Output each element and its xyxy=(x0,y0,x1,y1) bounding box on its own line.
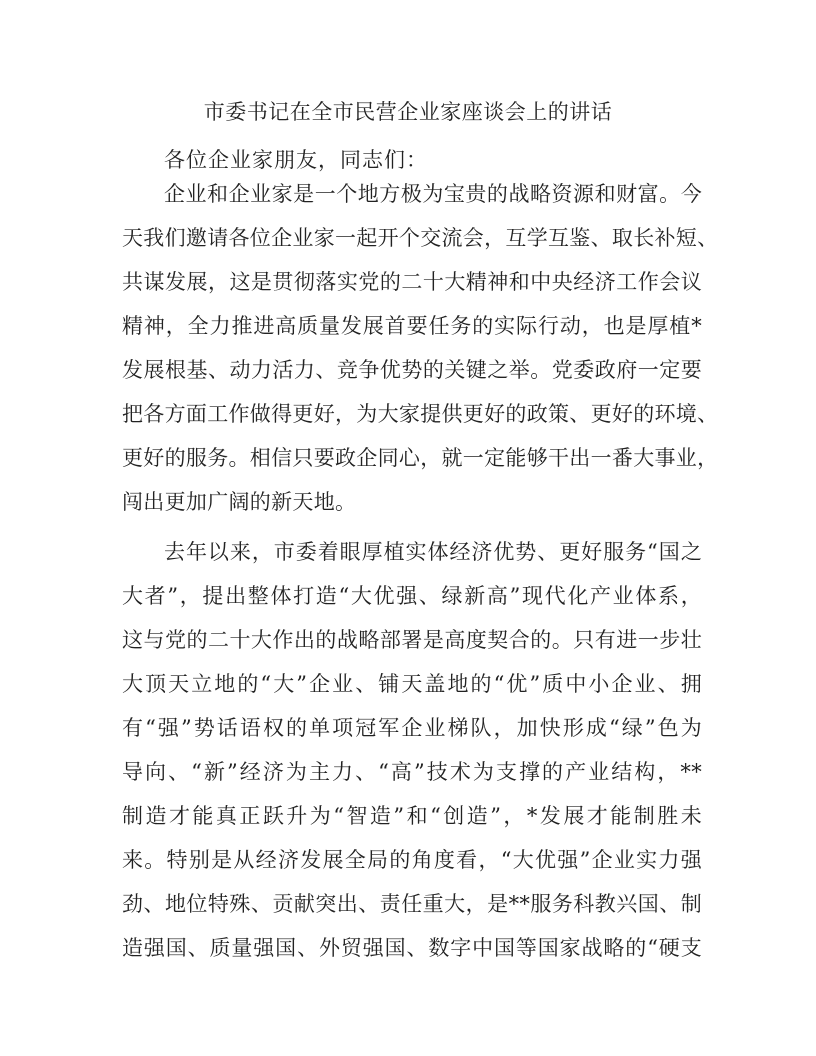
paragraph-line: 大者”，提出整体打造“大优强、绿新高”现代化产业体系， xyxy=(122,584,702,608)
paragraph-line: 天我们邀请各位企业家一起开个交流会，互学互鉴、取长补短、 xyxy=(122,226,719,250)
paragraph-1 xyxy=(122,172,719,524)
paragraph-line: 发展根基、动力活力、竞争优势的关键之举。党委政府一定要 xyxy=(122,358,702,382)
paragraph-line: 这与党的二十大作出的战略部署是高度契合的。只有进一步壮 xyxy=(122,628,702,652)
paragraph-line: 企业和企业家是一个地方极为宝贵的战略资源和财富。今 xyxy=(164,182,702,206)
paragraph-line: 精神，全力推进高质量发展首要任务的实际行动，也是厚植* xyxy=(122,314,702,338)
paragraph-line: 来。特别是从经济发展全局的角度看，“大优强”企业实力强 xyxy=(122,848,702,872)
paragraph-line: 有“强”势话语权的单项冠军企业梯队，加快形成“绿”色为 xyxy=(122,716,702,740)
paragraph-line: 闯出更加广阔的新天地。 xyxy=(122,490,357,514)
paragraph-line: 共谋发展，这是贯彻落实党的二十大精神和中央经济工作会议 xyxy=(122,270,702,294)
paragraph-line: 把各方面工作做得更好，为大家提供更好的政策、更好的环境、 xyxy=(122,402,719,426)
paragraph-line: 劲、地位特殊、贡献突出、责任重大，是**服务科教兴国、制 xyxy=(122,892,702,916)
paragraph-line: 大顶天立地的“大”企业、铺天盖地的“优”质中小企业、拥 xyxy=(122,672,702,696)
paragraph-line: 导向、“新”经济为主力、“高”技术为支撑的产业结构，** xyxy=(122,760,702,784)
paragraph-line: 造强国、质量强国、外贸强国、数字中国等国家战略的“硬支 xyxy=(122,936,702,960)
paragraph-2 xyxy=(122,530,702,970)
paragraph-line: 制造才能真正跃升为“智造”和“创造”，*发展才能制胜未 xyxy=(122,804,702,828)
paragraph-line: 更好的服务。相信只要政企同心，就一定能够干出一番大事业， xyxy=(122,446,719,470)
paragraph-line: 去年以来，市委着眼厚植实体经济优势、更好服务“国之 xyxy=(164,540,702,564)
document-title: 市委书记在全市民营企业家座谈会上的讲话 xyxy=(203,100,613,124)
salutation: 各位企业家朋友，同志们： xyxy=(164,148,428,172)
